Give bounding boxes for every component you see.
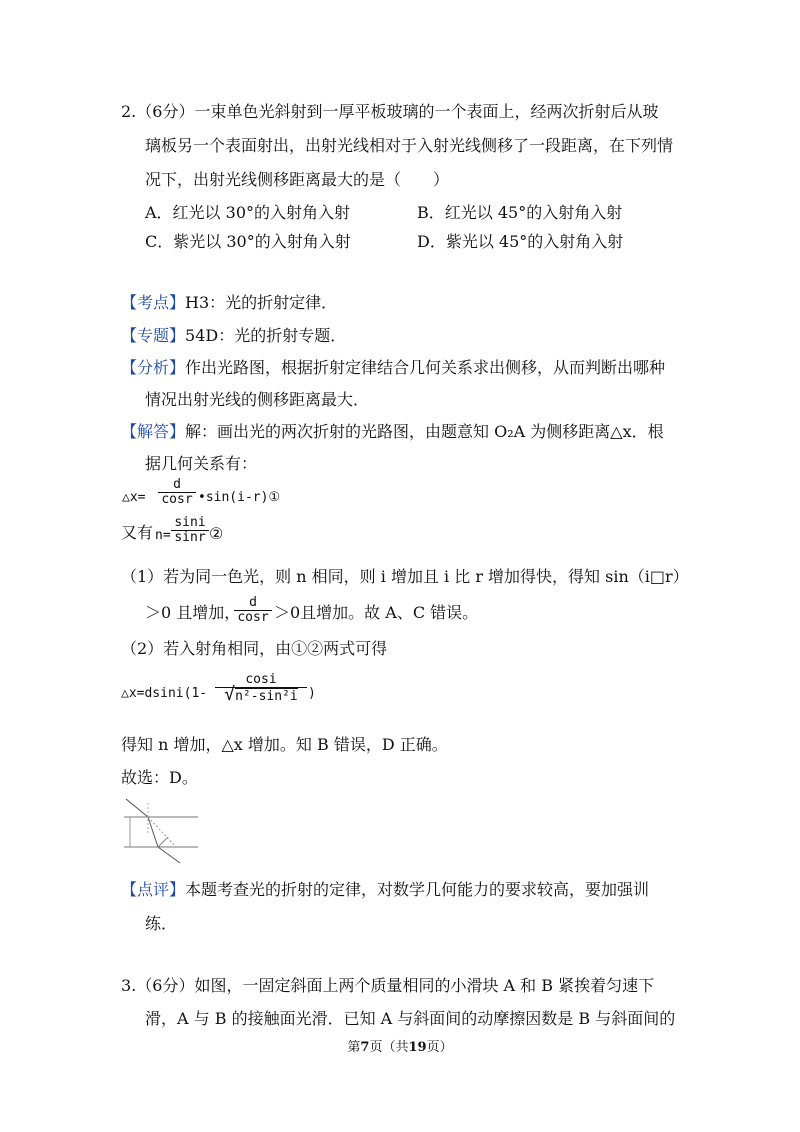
zhuanti-tag: 【专题】 [121,326,186,345]
q2-option-a: A．红光以 30°的入射角入射 [145,203,351,222]
dianping-row [121,880,649,900]
part1-line-2a: ＞0 且增加， [145,603,241,622]
q2-line-3: 况下，出射光线侧移距离最大的是（ ） [145,170,450,189]
eq3-fraction [215,673,307,704]
q2-line-2: 璃板另一个表面射出，出射光线相对于入射光线侧移了一段距离，在下列情 [145,136,674,155]
eq1-left: △x= [122,490,146,505]
page-footer [0,1036,800,1055]
dianping-text-2: 练． [145,914,178,933]
eq3-radicand: n²-sin²i [235,689,298,704]
part2-line: （2）若入射角相同，由①②两式可得 [121,639,388,658]
fenxi-text-2: 情况出射光线的侧移距离最大． [145,390,370,409]
footer-total-pages: 19 [408,1040,427,1055]
jieda-text-1: 解：画出光的两次折射的光路图，由题意知 O₂A 为侧移距离△x．根 [185,422,664,441]
footer-page-number: 7 [360,1040,370,1055]
light-path-diagram [122,797,200,865]
kaodian-text: H3：光的折射定律． [185,293,338,312]
eq2-numerator: sini [171,516,209,531]
jieda-tag: 【解答】 [121,422,186,441]
footer-prefix: 第 [347,1040,361,1055]
offset-marker [158,837,168,847]
eq3-left: △x=dsini(1- [121,686,208,701]
q3-line-2: 滑，A 与 B 的接触面光滑．已知 A 与斜面间的动摩擦因数是 B 与斜面间的 [145,1009,676,1028]
sqrt-sign-icon: √ [224,684,236,705]
fenxi-row [121,358,665,378]
jieda-row [121,422,664,442]
footer-middle: 页（共 [369,1040,409,1055]
fenxi-tag: 【分析】 [121,358,186,377]
eq2-fraction [171,516,209,545]
fenxi-text-1: 作出光路图，根据折射定律结合几何关系求出侧移，从而判断出哪种 [185,358,666,377]
dianping-tag: 【点评】 [121,880,186,899]
q2-option-d: D．紫光以 45°的入射角入射 [417,232,624,251]
eq3-numerator: cosi [215,673,307,688]
conclusion-line: 得知 n 增加，△x 增加。知 B 错误，D 正确。 [121,735,448,754]
eq2-right: ② [209,524,224,543]
eq2-denominator: sinr [174,530,206,545]
refracted-ray [148,817,158,847]
answer-line: 故选：D。 [121,768,198,787]
eq2-left: n= [155,528,171,543]
part1-fraction [234,596,272,625]
jieda-text-2: 据几何关系有： [145,454,258,473]
kaodian-tag: 【考点】 [121,293,186,312]
eq2-prefix: 又有 [121,523,154,542]
eq3-denominator [215,684,307,705]
q2-option-c: C．紫光以 30°的入射角入射 [145,232,351,251]
eq1-numerator: d [158,478,196,493]
part1-line-2b: ＞0且增加。故 A、C 错误。 [274,603,479,622]
zhuanti-row [121,326,346,346]
eq3-right: ) [308,686,316,701]
zhuanti-text: 54D：光的折射专题． [185,326,347,345]
emergent-ray [158,847,180,863]
part1-numerator: d [234,596,272,611]
q3-line-1: 3.（6分）如图，一固定斜面上两个质量相同的小滑块 A 和 B 紧挨着匀速下 [121,976,655,995]
eq1-denominator: cosr [161,492,193,507]
q2-option-b: B．红光以 45°的入射角入射 [417,203,623,222]
eq1-right: •sin(i-r)① [198,490,281,505]
kaodian-row [121,293,337,313]
eq1-fraction [158,478,196,507]
incident-ray [126,799,148,817]
footer-suffix: 页） [426,1040,453,1055]
part1-line-1: （1）若为同一色光，则 n 相同，则 i 增加且 i 比 r 增加得快，得知 sin（i□r） [121,567,689,586]
dianping-text-1: 本题考查光的折射的定律，对数学几何能力的要求较高，要加强训 [185,880,650,899]
part1-denominator: cosr [237,610,269,625]
q2-line-1: 2.（6分）一束单色光斜射到一厚平板玻璃的一个表面上，经两次折射后从玻 [121,102,659,121]
